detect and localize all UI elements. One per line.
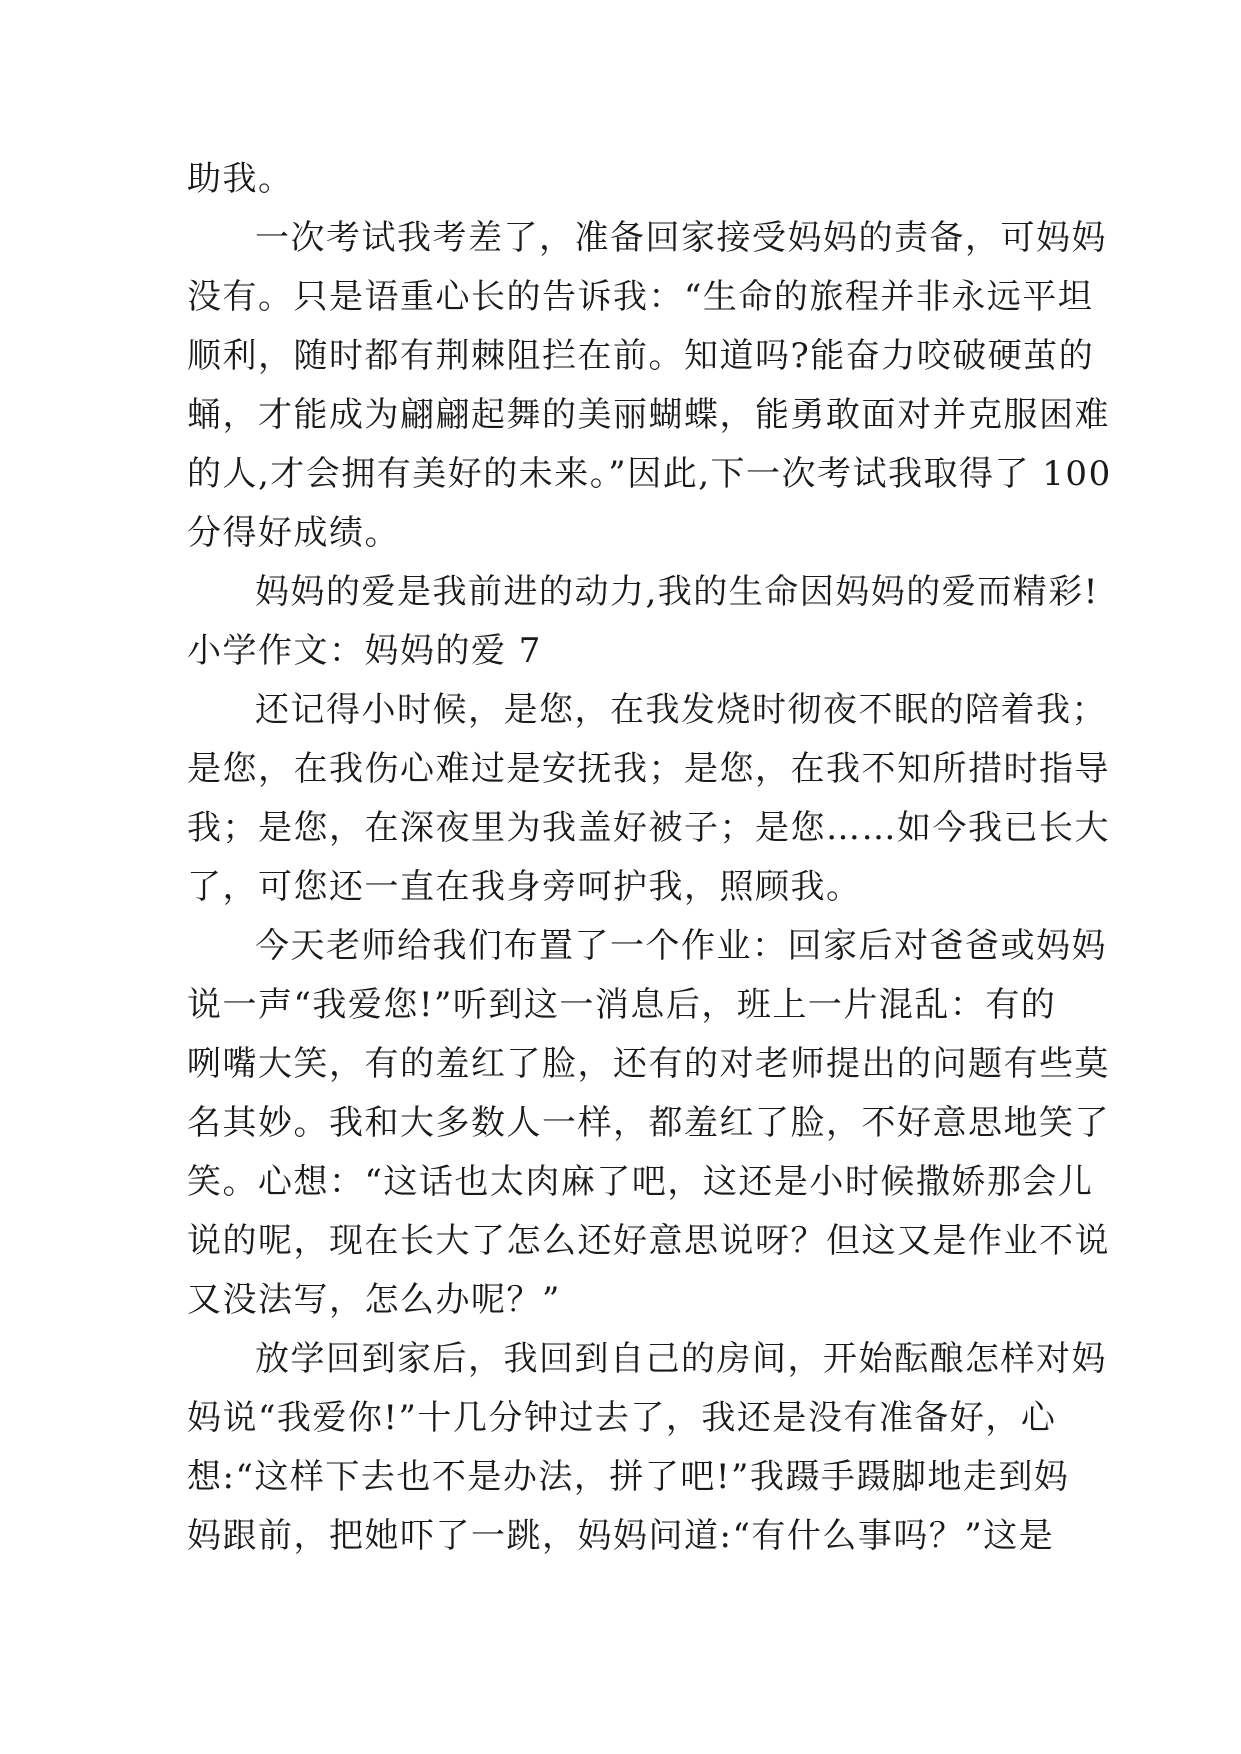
text-line: 说的呢，现在长大了怎么还好意思说呀？但这又是作业不说 bbox=[187, 1221, 1110, 1261]
text-line: 顺利，随时都有荆棘阻拦在前。知道吗?能奋力咬破硬茧的 bbox=[187, 336, 1095, 376]
text-line: 咧嘴大笑，有的羞红了脸，还有的对老师提出的问题有些莫 bbox=[187, 1044, 1110, 1084]
text-line: 今天老师给我们布置了一个作业：回家后对爸爸或妈妈 bbox=[255, 926, 1107, 966]
text-line: 没有。只是语重心长的告诉我：“生命的旅程并非永远平坦 bbox=[187, 277, 1094, 317]
text-line: 了，可您还一直在我身旁呵护我，照顾我。 bbox=[187, 867, 862, 907]
text-line: 妈说“我爱你!”十几分钟过去了，我还是没有准备好，心 bbox=[187, 1398, 1057, 1438]
text-line: 的人,才会拥有美好的未来。”因此,下一次考试我取得了 100 bbox=[187, 454, 1112, 494]
text-line: 蛹，才能成为翩翩起舞的美丽蝴蝶，能勇敢面对并克服困难 bbox=[187, 395, 1110, 435]
text-line: 还记得小时候，是您，在我发烧时彻夜不眠的陪着我； bbox=[255, 690, 1107, 730]
text-line: 分得好成绩。 bbox=[187, 513, 400, 553]
text-line: 名其妙。我和大多数人一样，都羞红了脸，不好意思地笑了 bbox=[187, 1103, 1110, 1143]
text-line: 助我。 bbox=[187, 159, 294, 199]
text-line: 妈妈的爱是我前进的动力,我的生命因妈妈的爱而精彩! bbox=[255, 572, 1099, 612]
text-line: 一次考试我考差了，准备回家接受妈妈的责备，可妈妈 bbox=[255, 218, 1107, 258]
text-line: 说一声“我爱您!”听到这一消息后，班上一片混乱：有的 bbox=[187, 985, 1057, 1025]
text-line: 笑。心想：“这话也太肉麻了吧，这还是小时候撒娇那会儿 bbox=[187, 1162, 1094, 1202]
text-line: 又没法写，怎么办呢？” bbox=[187, 1280, 561, 1320]
text-line: 我；是您，在深夜里为我盖好被子；是您……如今我已长大 bbox=[187, 808, 1110, 848]
text-line: 想:“这样下去也不是办法，拼了吧!”我蹑手蹑脚地走到妈 bbox=[187, 1457, 1070, 1497]
text-line: 是您，在我伤心难过是安抚我；是您，在我不知所措时指导 bbox=[187, 749, 1110, 789]
text-line: 放学回到家后，我回到自己的房间，开始酝酿怎样对妈 bbox=[255, 1339, 1107, 1379]
text-line: 小学作文：妈妈的爱 7 bbox=[187, 631, 542, 671]
document-body bbox=[187, 150, 1112, 1566]
text-line: 妈跟前，把她吓了一跳，妈妈问道:“有什么事吗？”这是 bbox=[187, 1516, 1055, 1556]
